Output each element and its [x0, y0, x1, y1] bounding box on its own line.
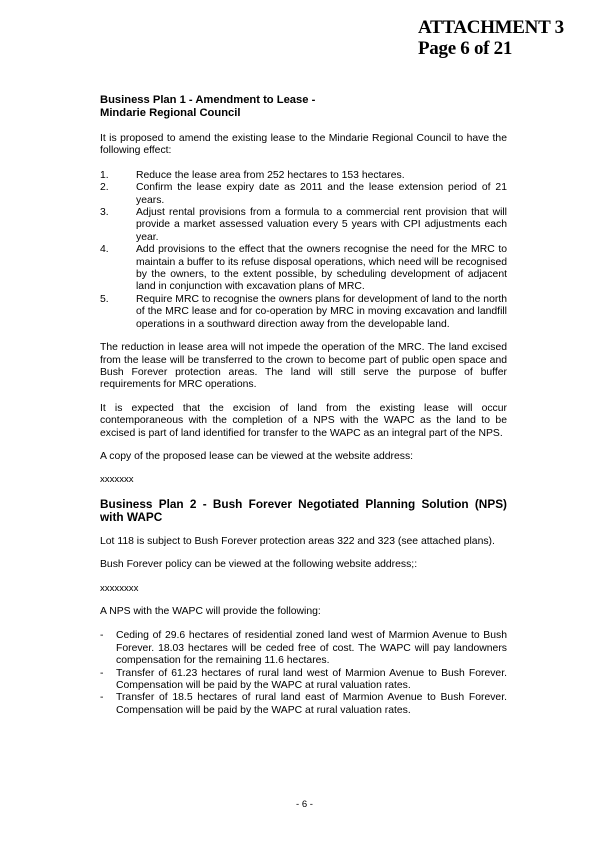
list-item-text: Transfer of 61.23 hectares of rural land west of Marmion Avenue to Bush Forever. Compensation will be paid by the WAPC at rural valuation rates. [116, 667, 507, 691]
page-number: - 6 - [296, 799, 313, 810]
lease-copy-paragraph: A copy of the proposed lease can be viewed at the website address: [100, 450, 414, 462]
plan1-numbered-list [100, 170, 507, 331]
reduction-paragraph: The reduction in lease area will not impede the operation of the MRC. The land excised from the lease will be transferred to the crown to become part of public open space and Bush Forever protection areas. The land will still serve the purpose of buffer requirements for MRC operations. [100, 342, 507, 391]
list-item-text: Adjust rental provisions from a formula to a commercial rent provision that will provide a market assessed valuation every 5 years with CPI adjustments each year. [136, 207, 507, 243]
list-item-text: Reduce the lease area from 252 hectares to 153 hectares. [136, 169, 405, 181]
dash-bullet: - [100, 630, 104, 642]
document-body [100, 94, 507, 717]
list-item [100, 692, 507, 717]
dash-bullet: - [100, 692, 104, 704]
expected-paragraph: It is expected that the excision of land from the existing lease will occur contemporaneous with the completion of a NPS with the WAPC as the land to be excised is part of land identified for transfer to the WAPC as an integral part of the NPS. [100, 402, 507, 439]
attachment-label: ATTACHMENT 3 [418, 17, 564, 38]
list-item-text: Transfer of 18.5 hectares of rural land east of Marmion Avenue to Bush Forever. Compensation will be paid by the WAPC at rural valuation rates. [116, 692, 507, 716]
dash-bullet: - [100, 667, 104, 679]
list-item [100, 170, 507, 182]
lease-website-address[interactable]: xxxxxxx [100, 474, 134, 486]
list-marker: 4. [100, 244, 109, 256]
nps-dash-list [100, 630, 507, 717]
attachment-header [418, 17, 564, 59]
list-marker: 5. [100, 293, 109, 305]
list-item [100, 630, 507, 667]
business-plan-2-heading: Business Plan 2 - Bush Forever Negotiated Planning Solution (NPS) with WAPC [100, 496, 507, 525]
list-marker: 3. [100, 207, 109, 219]
policy-paragraph: Bush Forever policy can be viewed at the following website address;: [100, 559, 418, 571]
policy-website-address[interactable]: xxxxxxxx [100, 582, 139, 594]
list-item-text: Confirm the lease expiry date as 2011 and the lease extension period of 21 years. [136, 182, 507, 206]
list-item [100, 668, 507, 693]
list-item-text: Ceding of 29.6 hectares of residential zoned land west of Marmion Avenue to Bush Forever. 18.03 hectares will be ceded free of cost. The WAPC will pay landowners compensation for the remaining 11.6 hectares. [116, 630, 507, 667]
list-item [100, 244, 507, 294]
list-item [100, 182, 507, 207]
list-marker: 1. [100, 169, 109, 181]
list-item-text: Add provisions to the effect that the owners recognise the need for the MRC to maintain a buffer to its refuse disposal operations, which need will be recognised by the owners, to the extent possible, by scheduling development of adjacent land in conjunction with excavation plans of MRC. [136, 244, 507, 293]
business-plan-1-heading [100, 94, 507, 120]
list-item-text: Require MRC to recognise the owners plans for development of land to the north of the MRC lease and for co-operation by MRC in moving excavation and landfill operations in a southward direction away from the developable land. [136, 293, 507, 330]
page-reference: Page 6 of 21 [418, 38, 513, 59]
list-item [100, 294, 507, 331]
lot-paragraph: Lot 118 is subject to Bush Forever protection areas 322 and 323 (see attached plans). [100, 535, 495, 547]
plan1-intro-paragraph: It is proposed to amend the existing lease to the Mindarie Regional Council to have the following effect: [100, 133, 507, 157]
list-item [100, 207, 507, 244]
nps-paragraph: A NPS with the WAPC will provide the following: [100, 605, 321, 617]
heading-line-1: Business Plan 1 - Amendment to Lease - [100, 94, 316, 106]
list-marker: 2. [100, 182, 109, 194]
heading-line-2: Mindarie Regional Council [100, 107, 241, 119]
